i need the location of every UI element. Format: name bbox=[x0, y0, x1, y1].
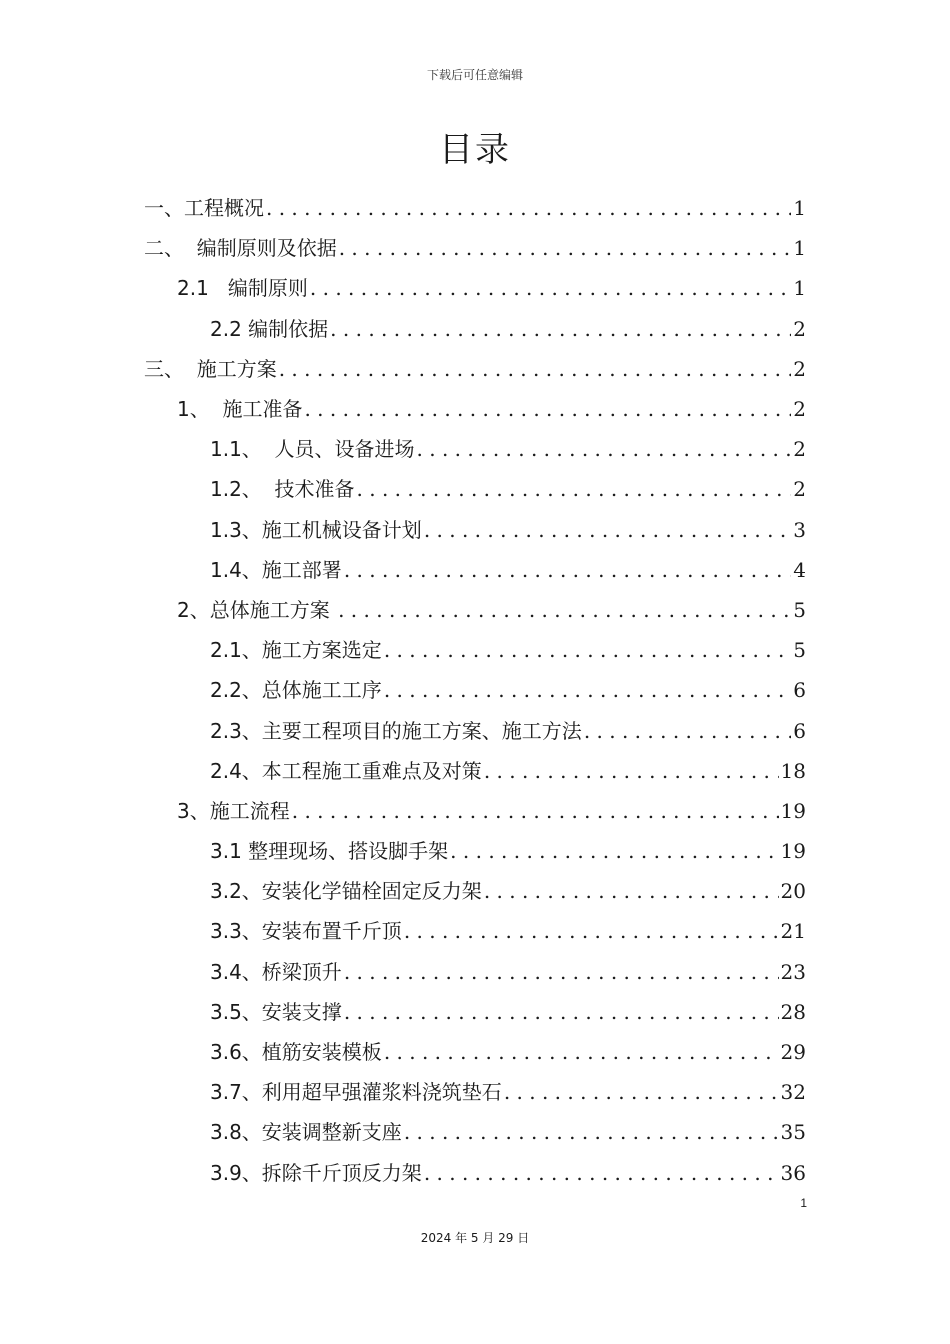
toc-entry-text: 2.1、施工方案选定 bbox=[210, 638, 382, 663]
toc-entry-page: 18 bbox=[780, 758, 806, 783]
toc-entry-row bbox=[144, 349, 806, 389]
toc-entry-row bbox=[210, 992, 806, 1032]
toc-entry-row bbox=[144, 228, 806, 268]
toc-leader-dots bbox=[310, 268, 791, 308]
toc-entry-text: 3.6、植筋安装模板 bbox=[210, 1040, 382, 1065]
toc-entry[interactable] bbox=[0, 670, 950, 710]
toc-entry-row bbox=[177, 791, 806, 831]
toc-entry-text: 2.2、总体施工工序 bbox=[210, 678, 382, 703]
toc-entry-row bbox=[210, 711, 806, 751]
toc-entry-page: 3 bbox=[793, 517, 806, 542]
toc-entry-page: 19 bbox=[780, 798, 806, 823]
toc-entry[interactable] bbox=[0, 791, 950, 831]
toc-entry-row bbox=[210, 831, 806, 871]
toc-entry[interactable] bbox=[0, 349, 950, 389]
toc-entry-text: 3.8、安装调整新支座 bbox=[210, 1120, 402, 1145]
toc-entry[interactable] bbox=[0, 992, 950, 1032]
toc-entry-page: 35 bbox=[780, 1120, 806, 1145]
toc-entry[interactable] bbox=[0, 228, 950, 268]
toc-entry-text: 2.4、本工程施工重难点及对策 bbox=[210, 758, 482, 783]
toc-entry-text: 2、总体施工方案 bbox=[177, 597, 337, 622]
page-footer-date: 2024 年 5 月 29 日 bbox=[420, 1231, 530, 1245]
table-of-contents bbox=[0, 188, 950, 1193]
page-header: 下载后可任意编辑 bbox=[426, 68, 523, 82]
toc-title: 目录 bbox=[439, 130, 511, 170]
toc-entry-page: 2 bbox=[793, 356, 806, 381]
toc-leader-dots bbox=[504, 1072, 779, 1112]
toc-entry[interactable] bbox=[0, 550, 950, 590]
toc-entry-row bbox=[210, 1112, 806, 1152]
toc-leader-dots bbox=[344, 992, 779, 1032]
toc-entry-page: 5 bbox=[793, 597, 806, 622]
toc-entry[interactable] bbox=[0, 1153, 950, 1193]
toc-entry[interactable] bbox=[0, 630, 950, 670]
toc-leader-dots bbox=[357, 469, 792, 509]
toc-entry-page: 5 bbox=[793, 638, 806, 663]
toc-entry-text: 3、施工流程 bbox=[177, 798, 290, 823]
toc-entry-text: 3.4、桥梁顶升 bbox=[210, 959, 342, 984]
toc-entry-page: 1 bbox=[793, 276, 806, 301]
toc-entry[interactable] bbox=[0, 309, 950, 349]
toc-leader-dots bbox=[292, 791, 779, 831]
toc-entry[interactable] bbox=[0, 268, 950, 308]
toc-entry-row bbox=[177, 389, 806, 429]
toc-entry[interactable] bbox=[0, 1072, 950, 1112]
toc-leader-dots bbox=[304, 389, 791, 429]
toc-entry-row bbox=[210, 670, 806, 710]
toc-entry-row bbox=[210, 309, 806, 349]
toc-leader-dots bbox=[344, 550, 791, 590]
toc-leader-dots bbox=[404, 911, 779, 951]
toc-leader-dots bbox=[384, 670, 791, 710]
toc-leader-dots bbox=[584, 711, 791, 751]
toc-entry[interactable] bbox=[0, 389, 950, 429]
toc-entry-page: 1 bbox=[793, 196, 806, 221]
toc-entry[interactable] bbox=[0, 1112, 950, 1152]
toc-entry[interactable] bbox=[0, 710, 950, 750]
toc-entry[interactable] bbox=[0, 429, 950, 469]
toc-entry-text: 3.3、安装布置千斤顶 bbox=[210, 919, 402, 944]
toc-entry-page: 6 bbox=[793, 718, 806, 743]
toc-entry-row bbox=[144, 188, 806, 228]
toc-entry[interactable] bbox=[0, 952, 950, 992]
toc-entry-text: 二、 编制原则及依据 bbox=[144, 236, 337, 261]
toc-entry-row bbox=[177, 590, 806, 630]
toc-entry-page: 2 bbox=[793, 316, 806, 341]
toc-leader-dots bbox=[484, 751, 779, 791]
toc-entry-row bbox=[210, 1153, 806, 1193]
toc-leader-dots bbox=[417, 429, 792, 469]
toc-entry-row bbox=[210, 751, 806, 791]
toc-leader-dots bbox=[424, 510, 791, 550]
toc-entry-page: 6 bbox=[793, 678, 806, 703]
toc-leader-dots bbox=[404, 1112, 779, 1152]
toc-entry[interactable] bbox=[0, 510, 950, 550]
toc-entry-row bbox=[210, 1072, 806, 1112]
toc-entry-text: 3.2、安装化学锚栓固定反力架 bbox=[210, 879, 482, 904]
toc-entry-text: 2.2 编制依据 bbox=[210, 316, 329, 341]
toc-entry-text: 一、工程概况 bbox=[144, 196, 264, 221]
toc-entry[interactable] bbox=[0, 590, 950, 630]
toc-entry-text: 3.7、利用超早强灌浆料浇筑垫石 bbox=[210, 1080, 502, 1105]
toc-entry-page: 36 bbox=[780, 1160, 806, 1185]
toc-entry[interactable] bbox=[0, 871, 950, 911]
toc-entry-row bbox=[210, 871, 806, 911]
toc-entry[interactable] bbox=[0, 469, 950, 509]
toc-entry-text: 2.3、主要工程项目的施工方案、施工方法 bbox=[210, 718, 582, 743]
toc-entry-row bbox=[210, 952, 806, 992]
toc-leader-dots bbox=[344, 952, 779, 992]
toc-entry-text: 1.2、 技术准备 bbox=[210, 477, 355, 502]
toc-leader-dots bbox=[424, 1153, 779, 1193]
toc-leader-dots bbox=[266, 188, 791, 228]
toc-entry-row bbox=[210, 429, 806, 469]
toc-entry-text: 3.9、拆除千斤顶反力架 bbox=[210, 1160, 422, 1185]
toc-entry-row bbox=[210, 550, 806, 590]
toc-leader-dots bbox=[450, 831, 778, 871]
toc-entry-row bbox=[210, 510, 806, 550]
toc-leader-dots bbox=[330, 309, 791, 349]
toc-entry-page: 1 bbox=[793, 236, 806, 261]
toc-entry[interactable] bbox=[0, 188, 950, 228]
toc-entry-text: 2.1 编制原则 bbox=[177, 276, 308, 301]
toc-entry-text: 3.1 整理现场、搭设脚手架 bbox=[210, 839, 449, 864]
toc-entry-page: 29 bbox=[780, 1040, 806, 1065]
toc-entry-text: 3.5、安装支撑 bbox=[210, 999, 342, 1024]
toc-entry-row bbox=[210, 469, 806, 509]
toc-entry[interactable] bbox=[0, 1032, 950, 1072]
toc-entry-row bbox=[210, 911, 806, 951]
toc-entry-page: 32 bbox=[780, 1080, 806, 1105]
toc-entry-page: 2 bbox=[793, 437, 806, 462]
toc-leader-dots bbox=[484, 871, 779, 911]
toc-entry-text: 三、 施工方案 bbox=[144, 356, 277, 381]
toc-leader-dots bbox=[279, 349, 792, 389]
toc-entry-page: 4 bbox=[793, 557, 806, 582]
toc-leader-dots bbox=[338, 590, 791, 630]
toc-entry[interactable] bbox=[0, 751, 950, 791]
toc-entry-page: 19 bbox=[780, 839, 806, 864]
toc-entry-row bbox=[177, 268, 806, 308]
toc-entry-page: 2 bbox=[793, 477, 806, 502]
toc-leader-dots bbox=[339, 228, 792, 268]
toc-entry-text: 1.1、 人员、设备进场 bbox=[210, 437, 415, 462]
toc-leader-dots bbox=[384, 630, 791, 670]
toc-entry-page: 20 bbox=[780, 879, 806, 904]
toc-entry-page: 23 bbox=[780, 959, 806, 984]
toc-entry-text: 1.4、施工部署 bbox=[210, 557, 342, 582]
toc-entry-page: 2 bbox=[793, 397, 806, 422]
page-number: 1 bbox=[800, 1196, 807, 1210]
toc-entry[interactable] bbox=[0, 831, 950, 871]
toc-entry-text: 1.3、施工机械设备计划 bbox=[210, 517, 422, 542]
toc-entry[interactable] bbox=[0, 911, 950, 951]
toc-entry-text: 1、 施工准备 bbox=[177, 397, 303, 422]
toc-entry-row bbox=[210, 630, 806, 670]
toc-entry-page: 28 bbox=[780, 999, 806, 1024]
toc-entry-page: 21 bbox=[780, 919, 806, 944]
toc-entry-row bbox=[210, 1032, 806, 1072]
toc-leader-dots bbox=[384, 1032, 779, 1072]
